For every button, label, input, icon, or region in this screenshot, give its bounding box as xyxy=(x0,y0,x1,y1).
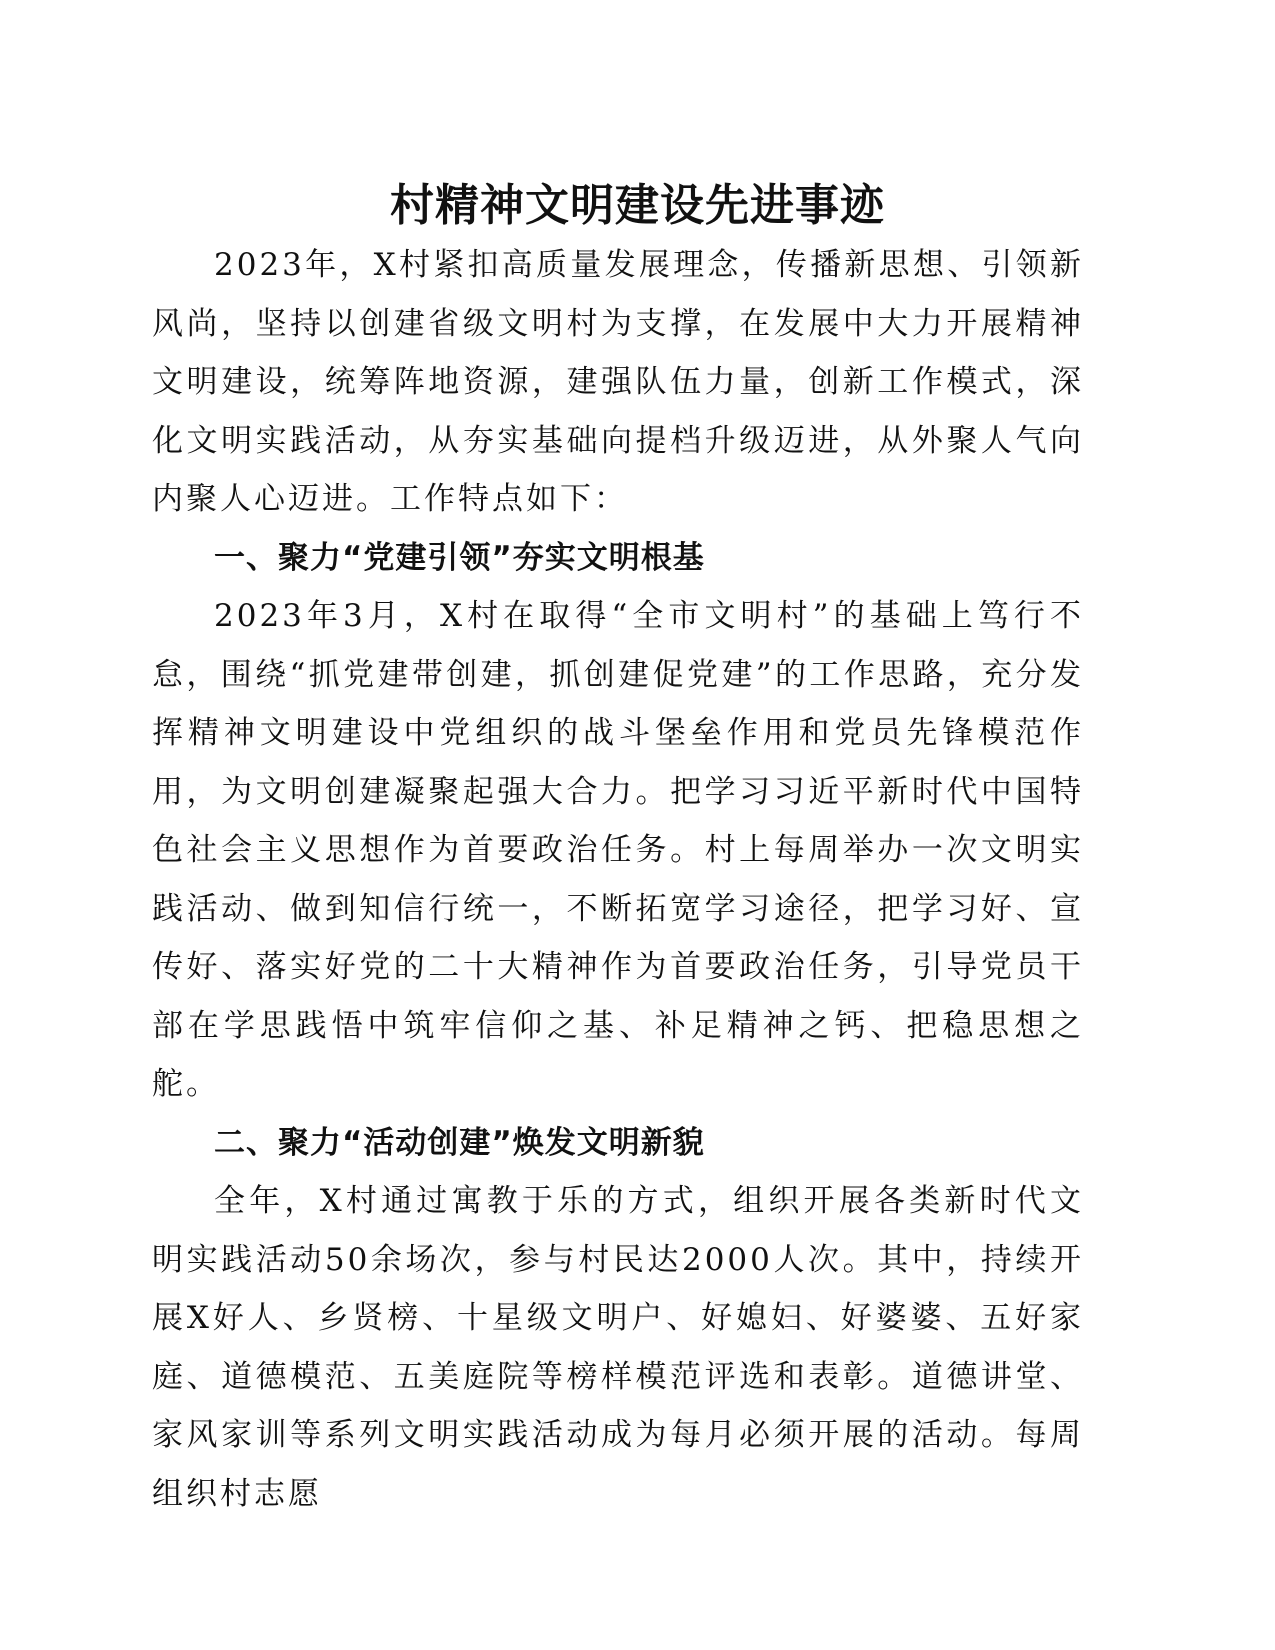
document-body xyxy=(152,236,1084,1523)
section-heading-1: 一、聚力“党建引领”夯实文明根基 xyxy=(214,539,705,576)
section-heading-2: 二、聚力“活动创建”焕发文明新貌 xyxy=(214,1124,705,1161)
section-1-paragraph: 2023年3月，X村在取得“全市文明村”的基础上笃行不怠，围绕“抓党建带创建，抓创建促党建”的工作思路，充分发挥精神文明建设中党组织的战斗堡垒作用和党员先锋模范作用，为文明创建凝聚起强大合力。把学习习近平新时代中国特色社会主义思想作为首要政治任务。村上每周举办一次文明实践活动、做到知信行统一，不断拓宽学习途径，把学习好、宣传好、落实好党的二十大精神作为首要政治任务，引导党员干部在学思践悟中筑牢信仰之基、补足精神之钙、把稳思想之舵。 xyxy=(152,598,1084,1102)
intro-paragraph: 2023年，X村紧扣高质量发展理念，传播新思想、引领新风尚，坚持以创建省级文明村为支撑，在发展中大力开展精神文明建设，统筹阵地资源，建强队伍力量，创新工作模式，深化文明实践活动，从夯实基础向提档升级迈进，从外聚人气向内聚人心迈进。工作特点如下： xyxy=(152,247,1084,517)
document-title: 村精神文明建设先进事迹 xyxy=(390,180,885,231)
section-2-paragraph: 全年，X村通过寓教于乐的方式，组织开展各类新时代文明实践活动50余场次，参与村民达2000人次。其中，持续开展X好人、乡贤榜、十星级文明户、好媳妇、好婆婆、五好家庭、道德模范、五美庭院等榜样模范评选和表彰。道德讲堂、家风家训等系列文明实践活动成为每月必须开展的活动。每周组织村志愿 xyxy=(152,1183,1084,1512)
